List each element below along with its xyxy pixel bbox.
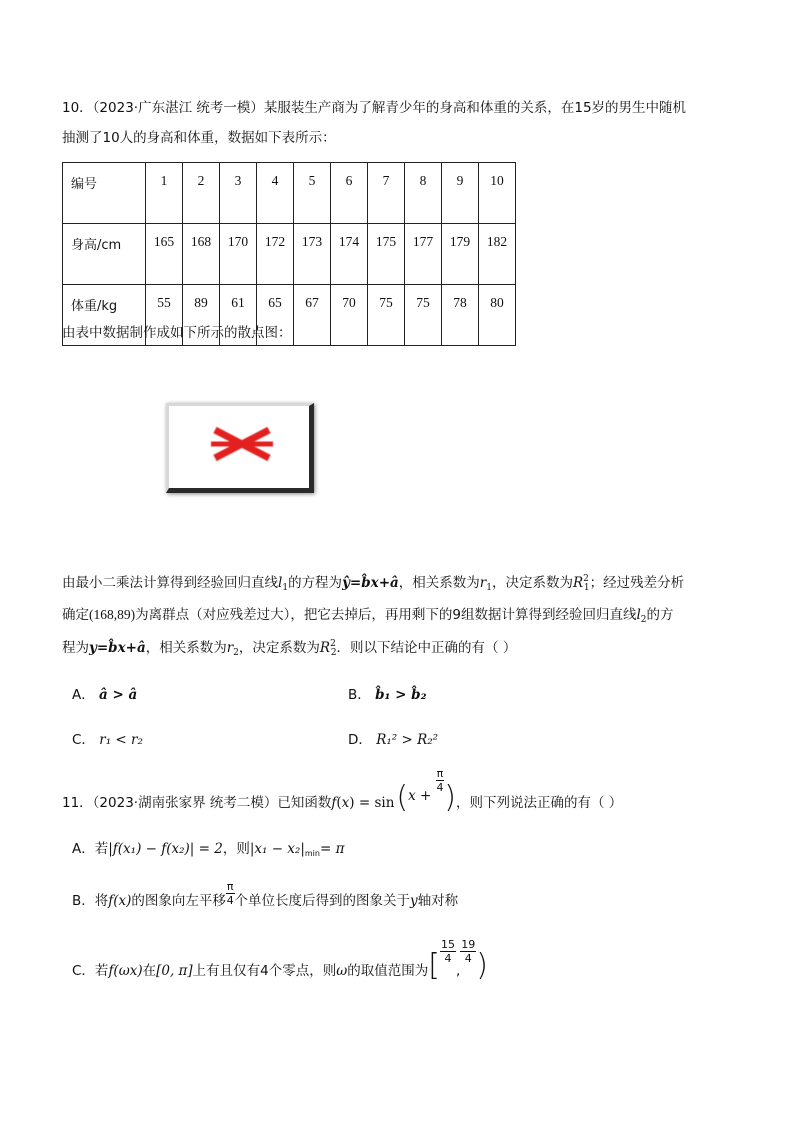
- l2-symbol: $l_2$: [636, 607, 647, 625]
- table-cell: 10: [479, 163, 516, 224]
- text: ，相关系数为: [145, 640, 227, 656]
- text: ，则下列说法正确的有（ ）: [455, 795, 623, 811]
- row-header: 身高/cm: [63, 224, 146, 285]
- table-cell: 5: [294, 163, 331, 224]
- text: 程为: [62, 640, 89, 656]
- row-header: 编号: [63, 163, 146, 224]
- l1-symbol: $l_1$: [278, 575, 289, 593]
- table-row: [63, 224, 516, 285]
- table-cell: 175: [368, 224, 405, 285]
- table-cell: 177: [405, 224, 442, 285]
- outlier-point: (168,89): [89, 607, 136, 622]
- q11-option-c: C．若f(ωx)在[0, π]上有且仅有4个零点，则ω的取值范围为[ $\frac{15}{4}$ , $\frac{19}{4}$ ): [72, 938, 489, 983]
- text: ，相关系数为: [398, 575, 480, 591]
- table-cell: 7: [368, 163, 405, 224]
- table-cell: 65: [257, 285, 294, 346]
- table-cell: 6: [331, 163, 368, 224]
- option-c: C． r₁ < r₂: [72, 732, 143, 748]
- r2-symbol: $r_2$: [226, 640, 239, 658]
- frac-19-4: $\frac{19}{4}$: [461, 938, 476, 965]
- q10-para-line2: [62, 603, 674, 625]
- q11-stem: [62, 767, 623, 815]
- text: ，决定系数为: [238, 640, 320, 656]
- table-cell: 174: [331, 224, 368, 285]
- text: ；经过残差分析: [589, 575, 685, 591]
- table-cell: 4: [257, 163, 294, 224]
- table-cell: 170: [220, 224, 257, 285]
- table-cell: 173: [294, 224, 331, 285]
- text: 的方: [646, 607, 674, 623]
- q11-option-a: A．若|f(x₁) − f(x₂)| = 2，则$|x_1 - x_2|_{min}= \pi$: [72, 841, 345, 858]
- table-cell: 55: [146, 285, 183, 346]
- r1-symbol: $r_1$: [479, 575, 492, 593]
- q10-para-line3: [62, 636, 516, 658]
- fx-def: f(x) = sin: [331, 795, 395, 811]
- table-row: [63, 163, 516, 224]
- table-cell: 67: [294, 285, 331, 346]
- row-header: 体重/kg: [63, 285, 146, 346]
- option-d: D． R₁² > R₂²: [348, 732, 439, 748]
- q11-option-b: B．将f(x)的图象向左平移 $\frac{\pi}{4}$ 个单位长度后得到的图象关于y轴对称: [72, 880, 459, 909]
- table-cell: 3: [220, 163, 257, 224]
- table-cell: 89: [183, 285, 220, 346]
- regression-eq-1: ŷ=b̂x+â: [342, 575, 399, 591]
- R2-squared: $R^2_2$: [319, 639, 337, 658]
- q10-para-line1: [62, 571, 684, 593]
- table-cell: 80: [479, 285, 516, 346]
- text: 由最小二乘法计算得到经验回归直线: [62, 575, 278, 591]
- table-cell: 78: [442, 285, 479, 346]
- arg: x +: [408, 788, 436, 804]
- red-x-icon: [209, 424, 275, 464]
- table-cell: 75: [405, 285, 442, 346]
- table-cell: 9: [442, 163, 479, 224]
- table-cell: 70: [331, 285, 368, 346]
- table-cell: 179: [442, 224, 479, 285]
- text: 为离群点（对应残差过大），把它去掉后，再用剩下的9组数据计算得到经验回归直线: [135, 607, 637, 623]
- text: ，决定系数为: [491, 575, 573, 591]
- table-cell: 168: [183, 224, 220, 285]
- table-cell: 165: [146, 224, 183, 285]
- R1-squared: $R^2_1$: [572, 574, 590, 593]
- pi-over-4-b: $\frac{\pi}{4}$: [226, 880, 234, 907]
- paren-right: ): [444, 780, 456, 815]
- table-cell: 75: [368, 285, 405, 346]
- q10-line1: 10．（2023·广东湛江 统考一模）某服装生产商为了解青少年的身高和体重的关系，在15岁的男生中随机: [62, 100, 687, 116]
- paren-left: (: [396, 780, 409, 815]
- broken-image-icon: [166, 403, 314, 493]
- pi-over-4: $\frac{\pi}{4}$: [436, 767, 444, 794]
- text: 11．（2023·湖南张家界 统考二模）已知函数: [62, 795, 332, 811]
- q10-line2: 抽测了10人的身高和体重，数据如下表所示：: [62, 130, 336, 146]
- frac-15-4: $\frac{15}{4}$: [441, 938, 455, 965]
- table-cell: 182: [479, 224, 516, 285]
- table-cell: 1: [146, 163, 183, 224]
- text: 确定: [62, 607, 89, 623]
- text: 的方程为: [288, 575, 343, 591]
- regression-eq-2: y=b̂x+â: [89, 640, 146, 656]
- option-a: A． â > â: [72, 687, 138, 703]
- option-b: B． b̂₁ > b̂₂: [348, 687, 427, 703]
- table-cell: 8: [405, 163, 442, 224]
- scatter-caption: 由表中数据制作成如下所示的散点图：: [62, 325, 292, 341]
- text: ．则以下结论中正确的有（ ）: [336, 640, 517, 656]
- table-cell: 172: [257, 224, 294, 285]
- data-table: [62, 162, 516, 346]
- table-cell: 2: [183, 163, 220, 224]
- table-cell: 61: [220, 285, 257, 346]
